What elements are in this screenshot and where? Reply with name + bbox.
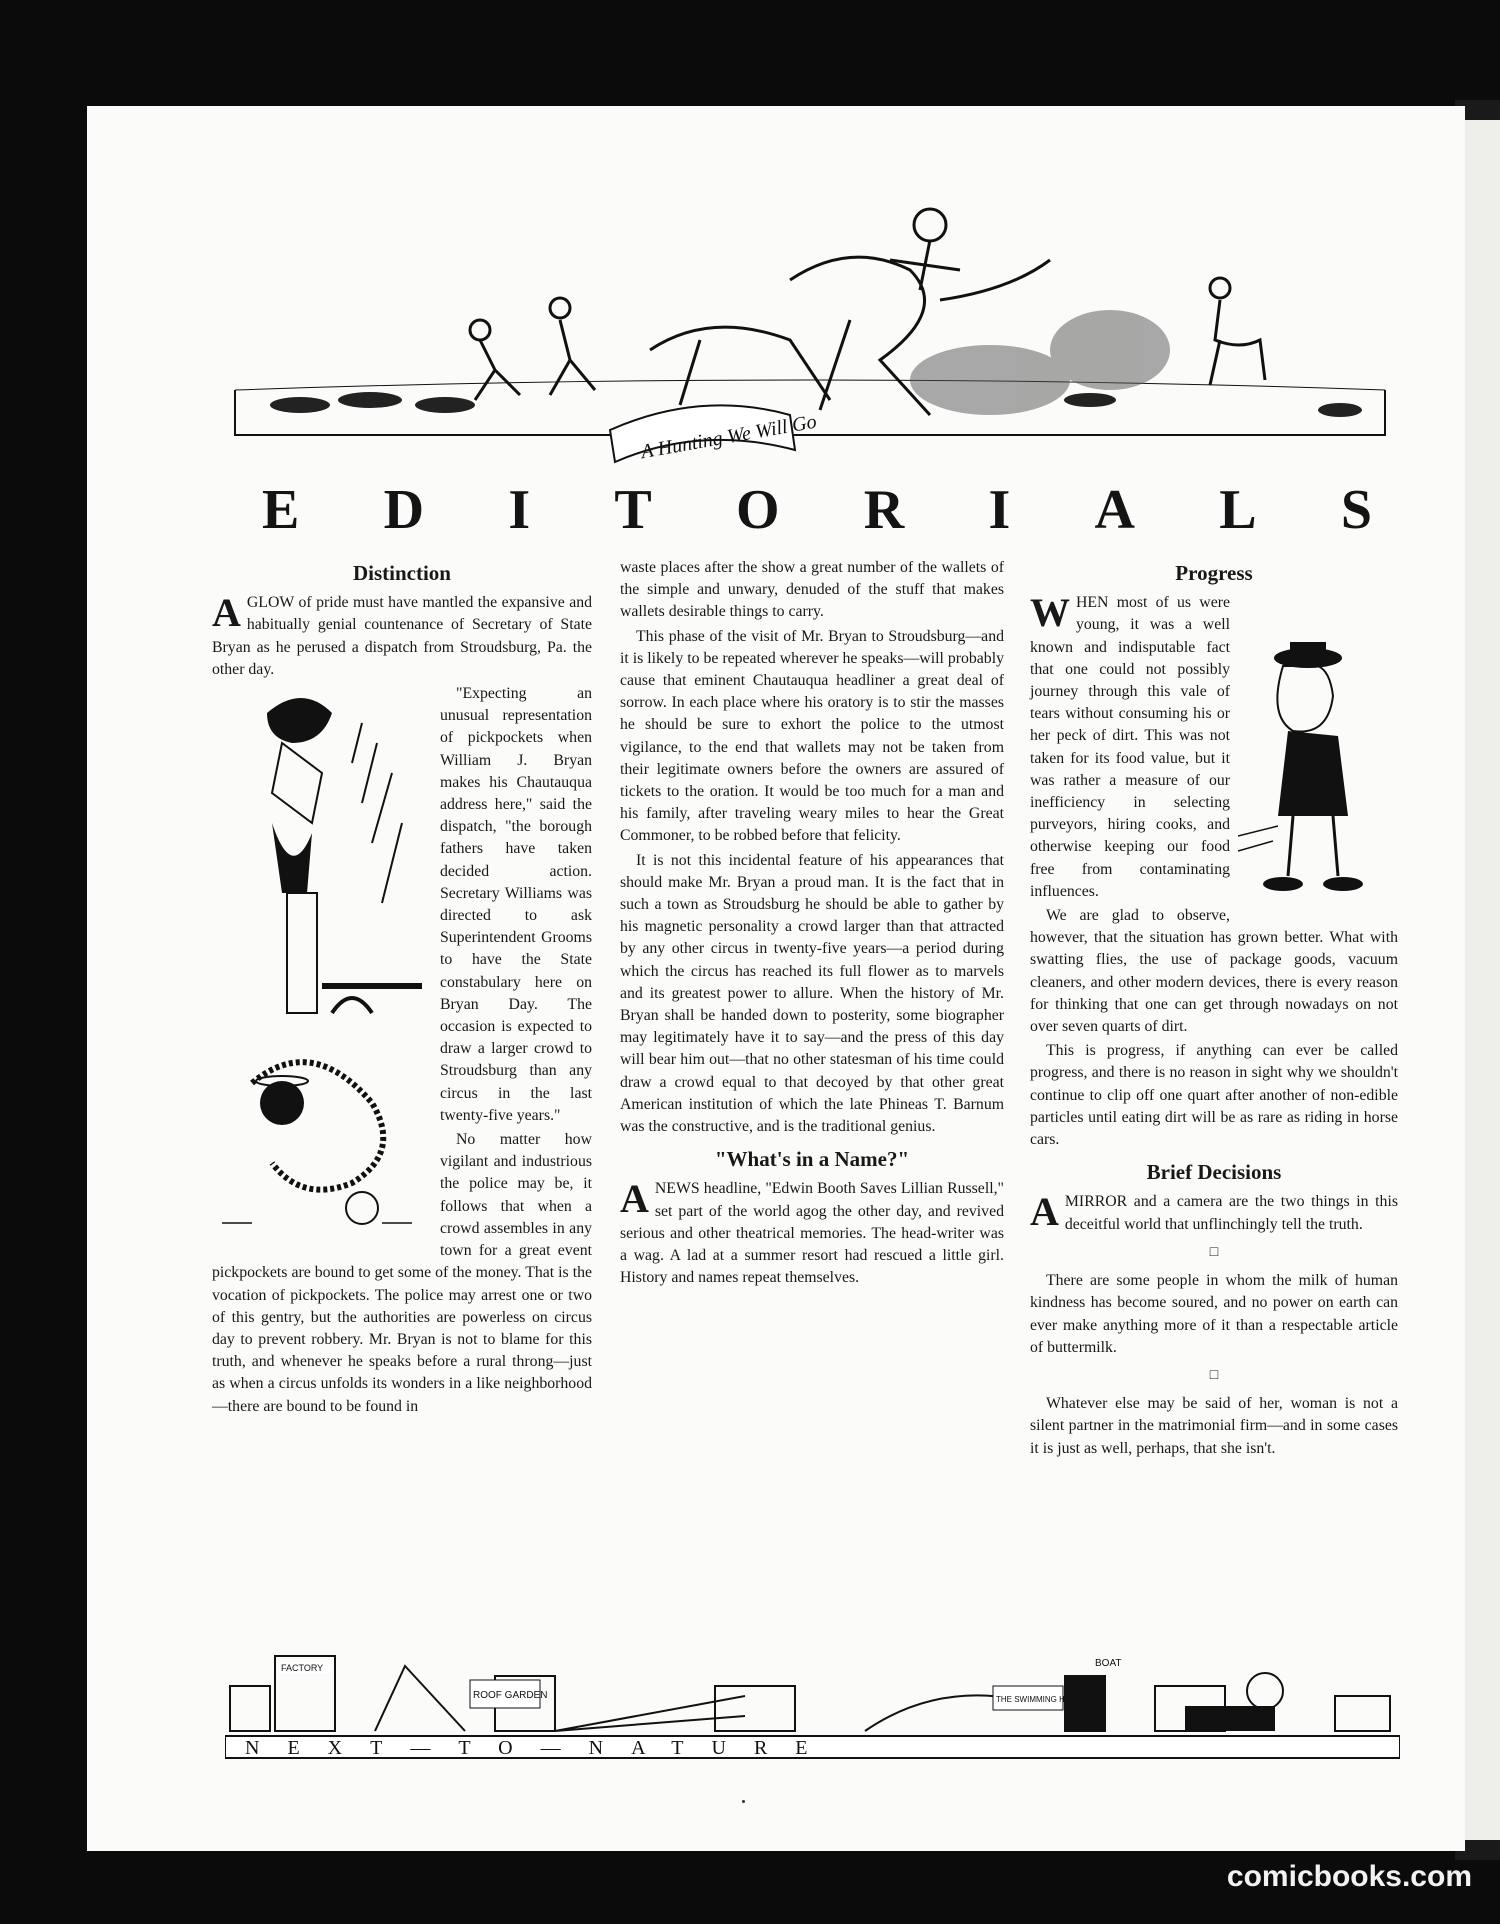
paragraph: There are some people in whom the milk of human kindness has become soured, and no power on earth can ever make anything more of it than a respectable article of buttermilk.	[1030, 1272, 1398, 1356]
paragraph-text: NEWS headline, "Edwin Booth Saves Lillian Russell," set part of the world agog the other day, and revived serious and other theatrical memories. The head-writer was a wag. A lad at a summer resort had rescued a little girl. History and names repeat themselves.	[620, 1180, 1004, 1287]
sign-roof-garden: ROOF GARDEN	[473, 1690, 548, 1701]
heading-brief-decisions: Brief Decisions	[1146, 1160, 1282, 1185]
drop-cap: A	[620, 1176, 649, 1222]
column-middle	[620, 557, 1004, 1292]
heading-distinction: Distinction	[352, 561, 451, 585]
title-letter: D	[383, 479, 425, 541]
heading-progress: Progress	[1175, 561, 1253, 585]
title-letter: R	[863, 479, 905, 541]
banner-caption: A Hunting We Will Go	[639, 410, 819, 464]
next-to-nature-banner-illustration	[225, 1636, 1400, 1766]
sign-factory: FACTORY	[281, 1663, 324, 1673]
paragraph-text: HEN most of us were young, it was a well known and indisputable fact that one could not possibly journey through this vale of tears without consuming his or her peck of dirt. This was not taken for its food value, but it was rather a measure of our inefficiency in selecting purveyors, hiring cooks, and otherwise keeping our food free from contaminating influences.	[1030, 594, 1230, 900]
title-letter: I	[508, 479, 531, 541]
paragraph: waste places after the show a great number of the wallets of the simple and unwary, denuded of the stuff that makes wallets desirable things to carry.	[620, 559, 1004, 621]
paragraph: It is not this incidental feature of his appearances that should make Mr. Bryan a proud man. It is the fact that in such a town as Stroudsburg he should be able to gather by his magnetic personality a crowd larger than that attracted by any other circus in twenty-five years—a period during which the circus has reached its full flower as to marvels and its greatest power to allure. When the history of Mr. Bryan shall be handed down to posterity, some biographer may legitimately have it to say—and the press of this day will bear him out—that no other statesman of his time could draw a crowd equal to that decoyed by that other great American institution of which the late Phineas T. Barnum was the constructive, and is the traditional genius.	[620, 851, 1004, 1136]
next-page-edge	[1460, 120, 1500, 1840]
drop-cap: A	[212, 590, 241, 636]
paragraph: This is progress, if anything can ever be called progress, and there is no reason in sight why we shouldn't continue to clip off one quart after another of non-edible particles until eating dirt will be as rare as riding in horse cars.	[1030, 1042, 1398, 1149]
paragraph	[620, 1178, 1004, 1289]
column-distinction	[212, 560, 592, 1420]
title-letter: L	[1219, 479, 1257, 541]
page-title	[262, 478, 1372, 548]
paragraph	[212, 592, 592, 681]
title-letter: S	[1340, 479, 1372, 541]
sign-boat: BOAT	[1095, 1658, 1122, 1669]
cartoon-man-eating-illustration	[1238, 636, 1398, 906]
title-letter: I	[988, 479, 1011, 541]
paragraph	[1030, 592, 1398, 903]
column-progress	[1030, 560, 1398, 1462]
cartoon-woman-and-dragon-illustration	[212, 683, 430, 1253]
paragraph: No matter how vigilant and industrious the police may be, it follows that when a crowd assembles in any town for a great event pickpockets are bound to get some of the money. That is the vocation of pickpockets. The police may arrest one or two of this gentry, but the authorities are powerless on circus day to prevent robbery. Mr. Bryan is not to blame for this truth, and whenever he speaks before a rural throng—just as when a circus unfolds its wonders in a like neighborhood—there are bound to be found in	[212, 1131, 592, 1415]
title-letter: A	[1094, 479, 1135, 541]
title-letter: O	[735, 479, 780, 541]
paragraph: Whatever else may be said of her, woman is not a silent partner in the matrimonial firm—and in some cases it is just as well, perhaps, that she isn't.	[1030, 1395, 1398, 1457]
drop-cap: W	[1030, 590, 1070, 636]
paragraph: We are glad to observe, however, that the situation has grown better. What with swatting flies, the use of package goods, vacuum cleaners, and other modern devices, there is every reason for thinking that one can get through nowadays on not over seven quarts of dirt.	[1030, 907, 1398, 1036]
ornament-square: □	[1209, 1244, 1219, 1260]
hunt-banner-illustration	[230, 200, 1390, 470]
paragraph-text: GLOW of pride must have mantled the expansive and habitually genial countenance of Secretary of State Bryan as he perused a dispatch from Stroudsburg, Pa. the other day.	[212, 594, 592, 678]
paragraph	[1030, 1191, 1398, 1235]
ornament-square: □	[1209, 1367, 1219, 1383]
heading-whats-in-a-name: "What's in a Name?"	[714, 1147, 910, 1172]
footer-banner-text: NEXT—TO—NATURE	[245, 1737, 836, 1759]
paragraph: This phase of the visit of Mr. Bryan to Stroudsburg—and it is likely to be repeated wherever he speaks—will probably cause that eminent Chautauqua headliner a great deal of sorrow. In each place where his oratory is to stir the masses he should be sure to exhort the police to the utmost vigilance, to the end that wallets may not be taken from their legitimate owners before the owners are assured of tickets to the oration. It would be too much for a man and his family, after traveling weary miles to hear the Great Commoner, to be robbed before that felicity.	[620, 627, 1004, 845]
watermark-text: comicbooks.com	[1226, 1860, 1472, 1893]
page-speck	[742, 1800, 745, 1803]
drop-cap: A	[1030, 1189, 1059, 1235]
title-letter: T	[614, 479, 652, 541]
title-letter: E	[262, 479, 300, 541]
sign-swimming-hole: THE SWIMMING HOLE	[996, 1695, 1081, 1704]
paragraph: "Expecting an unusual representation of pickpockets when William J. Bryan makes his Chautauqua address here," said the dispatch, "the borough fathers have taken decided action. Secretary Williams was directed to ask Superintendent Grooms to have the State constabulary here on Bryan Day. The occasion is expected to draw a larger crowd to Stroudsburg than any circus in the last twenty-five years."	[440, 685, 592, 1124]
paragraph-text: MIRROR and a camera are the two things in this deceitful world that unflinchingly tell the truth.	[1064, 1193, 1398, 1233]
